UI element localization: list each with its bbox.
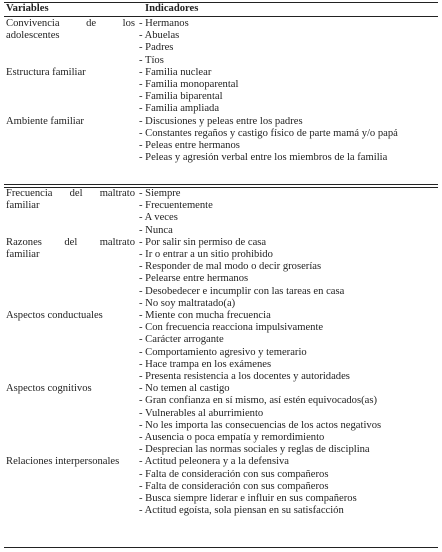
variable-label: Aspectos conductuales xyxy=(6,310,103,322)
indicator-item: - Carácter arrogante xyxy=(139,334,224,346)
table-row xyxy=(0,18,442,67)
variable-cell xyxy=(0,310,139,383)
indicator-item: - Falta de consideración con sus compañeros xyxy=(139,480,329,492)
table-section-2 xyxy=(0,188,442,517)
indicator-item: - No les importa las consecuencias de los actos negativos xyxy=(139,419,382,431)
variable-label: adolescentes xyxy=(6,30,60,42)
indicator-item: - Gran confianza en sí mismo, así estén equivocados(as) xyxy=(139,395,377,407)
indicator-cell xyxy=(139,67,442,116)
table-bottom-rule xyxy=(4,547,438,548)
table-top-rule xyxy=(4,2,438,3)
indicator-item: - Padres xyxy=(139,42,174,54)
indicator-item: - Por salir sin permiso de casa xyxy=(139,236,267,248)
header-variables: Variables xyxy=(6,3,49,14)
indicator-item: - Nunca xyxy=(139,224,173,236)
indicator-item: - Desobedecer e incumplir con las tareas en casa xyxy=(139,285,345,297)
table-row xyxy=(0,456,442,517)
variable-cell xyxy=(0,456,139,517)
indicator-item: - Peleas y agresión verbal entre los miembros de la familia xyxy=(139,152,388,164)
table-row xyxy=(0,383,442,456)
indicator-item: - Frecuentemente xyxy=(139,200,213,212)
indicator-item: - Hermanos xyxy=(139,18,189,29)
header-indicadores: Indicadores xyxy=(145,3,199,14)
variable-label: Ambiente familiar xyxy=(6,115,84,127)
indicator-cell xyxy=(139,310,442,383)
indicator-item: - A veces xyxy=(139,212,178,224)
indicator-cell xyxy=(139,383,442,456)
variable-label: Razones del maltrato xyxy=(6,236,135,248)
indicator-item: - Actitud egoísta, sola piensan en su satisfacción xyxy=(139,505,344,517)
indicator-item: - Vulnerables al aburrimiento xyxy=(139,407,264,419)
variable-label: Frecuencia del maltrato xyxy=(6,188,135,199)
indicator-item: - Responder de mal modo o decir groserías xyxy=(139,261,322,273)
indicator-item: - Familia nuclear xyxy=(139,66,212,78)
indicator-item: - Pelearse entre hermanos xyxy=(139,273,249,285)
indicator-item: - Abuelas xyxy=(139,30,180,42)
indicator-item: - No soy maltratado(a) xyxy=(139,297,236,309)
table-row xyxy=(0,67,442,116)
indicator-cell xyxy=(139,18,442,67)
variable-cell xyxy=(0,383,139,456)
indicator-cell xyxy=(139,116,442,165)
indicator-item: - Ir o entrar a un sitio prohibido xyxy=(139,249,273,261)
variable-label: Convivencia de los xyxy=(6,18,135,29)
indicator-item: - Con frecuencia reacciona impulsivamente xyxy=(139,322,324,334)
indicator-item: - Comportamiento agresivo y temerario xyxy=(139,346,307,358)
variable-cell xyxy=(0,116,139,165)
indicator-cell xyxy=(139,237,442,310)
variable-cell xyxy=(0,237,139,310)
indicator-item: - Desprecian las normas sociales y reglas de disciplina xyxy=(139,444,370,456)
variable-cell xyxy=(0,67,139,116)
indicator-item: - Familia biparental xyxy=(139,91,223,103)
variable-label: familiar xyxy=(6,200,40,212)
variable-label: Relaciones interpersonales xyxy=(6,456,120,468)
indicator-item: - Familia ampliada xyxy=(139,103,220,115)
indicator-item: - Hace trampa en los exámenes xyxy=(139,358,272,370)
indicator-item: - Presenta resistencia a los docentes y autoridades xyxy=(139,371,350,383)
indicator-item: - Miente con mucha frecuencia xyxy=(139,310,271,322)
variable-label: Aspectos cognitivos xyxy=(6,383,92,395)
indicator-item: - Peleas entre hermanos xyxy=(139,140,240,152)
variable-cell xyxy=(0,188,139,237)
table-row xyxy=(0,237,442,310)
table-row xyxy=(0,188,442,237)
indicator-item: - Siempre xyxy=(139,188,181,199)
table-row xyxy=(0,116,442,165)
variable-label: Estructura familiar xyxy=(6,66,86,78)
indicator-cell xyxy=(139,188,442,237)
indicator-item: - Ausencia o poca empatía y remordimiento xyxy=(139,432,325,444)
variable-label: familiar xyxy=(6,249,40,261)
indicator-item: - Falta de consideración con sus compañeros xyxy=(139,468,329,480)
section-divider-rule xyxy=(4,184,438,185)
indicator-item: - Actitud peleonera y a la defensiva xyxy=(139,456,290,468)
table-section-1 xyxy=(0,18,442,164)
indicator-item: - Constantes regaños y castigo físico de parte mamá y/o papá xyxy=(139,127,398,139)
header-rule xyxy=(4,16,438,17)
variable-cell xyxy=(0,18,139,67)
table-row xyxy=(0,310,442,383)
indicator-item: - Discusiones y peleas entre los padres xyxy=(139,115,303,127)
indicator-item: - Busca siempre liderar e influir en sus compañeros xyxy=(139,493,357,505)
indicator-item: - Familia monoparental xyxy=(139,79,239,91)
indicator-item: - Tíos xyxy=(139,54,164,66)
indicator-cell xyxy=(139,456,442,517)
indicator-item: - No temen al castigo xyxy=(139,383,230,395)
